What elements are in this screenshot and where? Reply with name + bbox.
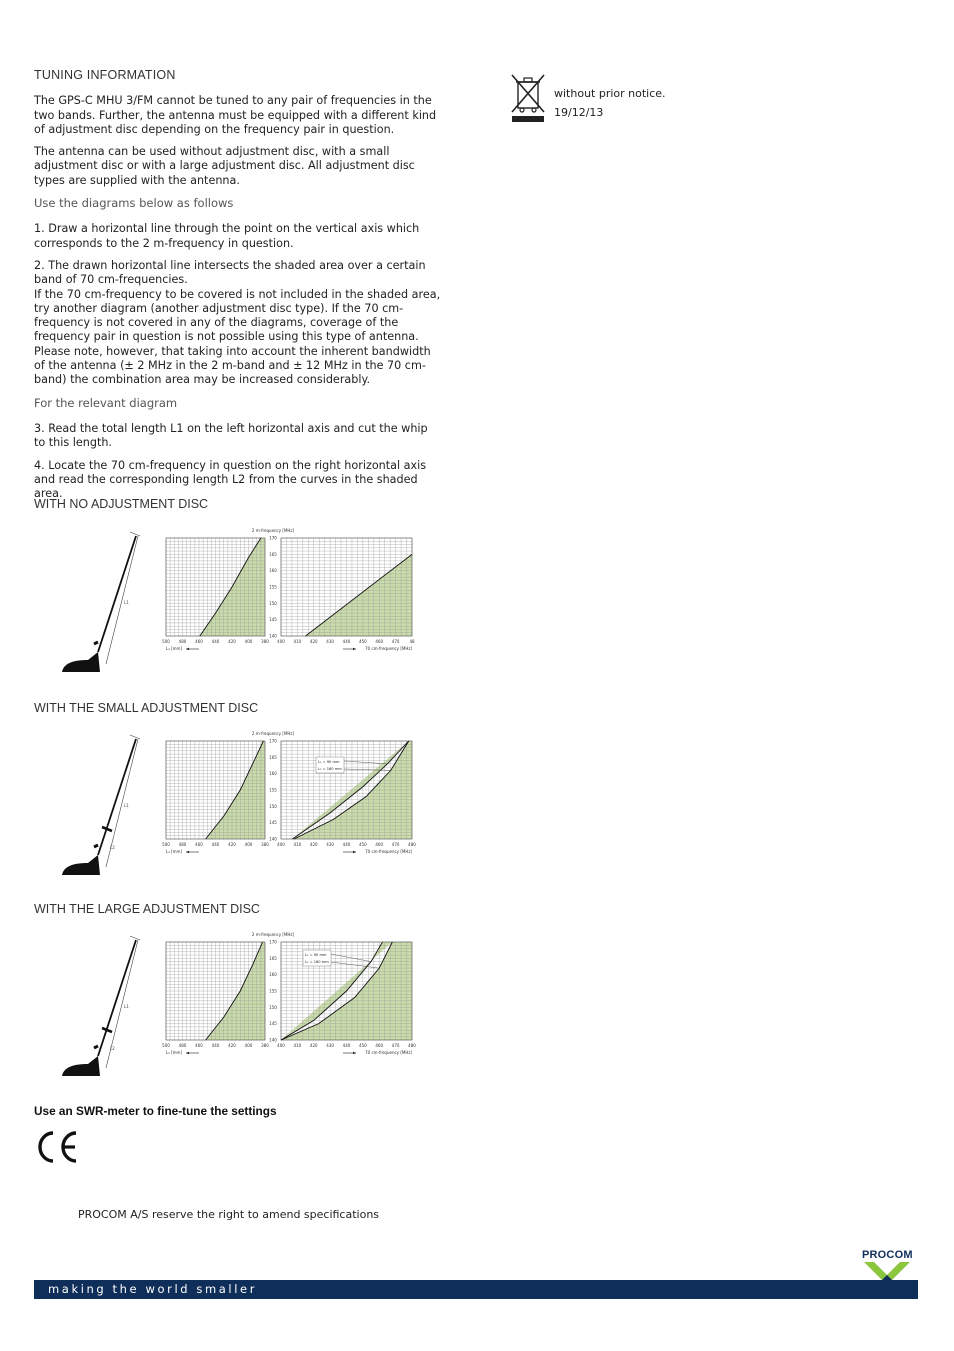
curve-label-90: L₂ = 90 mm [318, 760, 340, 764]
footer-slogan: making the world smaller [48, 1282, 258, 1296]
left-x-tick-label: 420 [228, 1043, 236, 1048]
diagram-heading-large-disc: WITH THE LARGE ADJUSTMENT DISC [34, 902, 260, 916]
right-x-tick-label: 430 [326, 1043, 334, 1048]
antenna-label-l2: L2 [110, 845, 115, 850]
step-2-note: If the 70 cm-frequency to be covered is not included in the shaded area, try another diagram (another adjustment disc type). If the 70 cm-frequency is not covered in any of the diagrams, coverage of the frequency pair in question is not possible using this type of antenna. Please note, however, that taking into account the inherent bandwidth of the antenna (± 2 MHz in the 2 m-band and ± 12 MHz in the 70 cm-band) the combination area may be increased considerably. [34, 287, 441, 387]
right-x-tick-label: 48 [409, 639, 415, 644]
antenna-drawing [62, 532, 140, 672]
antenna-label-l1: L1 [124, 803, 129, 808]
step-1: 1. Draw a horizontal line through the point on the vertical axis which corresponds to the 2 m-frequency in question. [34, 222, 420, 250]
chart-no-disc [58, 524, 428, 680]
antenna-dimension-tick [130, 735, 140, 739]
right-x-tick-label: 470 [391, 842, 400, 847]
right-axis-arrowhead [353, 851, 356, 853]
left-x-tick-label: 500 [162, 639, 170, 644]
curve-leader-160 [344, 769, 391, 770]
right-x-tick-label: 410 [293, 1043, 302, 1048]
right-x-tick-label: 470 [391, 1043, 400, 1048]
left-x-tick-label: 480 [178, 639, 187, 644]
swr-note: Use an SWR-meter to fine-tune the settings [34, 1104, 277, 1118]
chart-large-disc [58, 928, 428, 1084]
right-x-tick-label: 450 [359, 639, 367, 644]
right-x-tick-label: 400 [277, 842, 285, 847]
diagram-small-disc [58, 727, 428, 883]
tuning-paragraph-1: The GPS-C MHU 3/FM cannot be tuned to any pair of frequencies in the two bands. Further, the antenna must be equipped with a different kind of adjustment disc depending on the frequency pair in question. [34, 94, 437, 136]
right-x-tick-label: 450 [359, 842, 367, 847]
y-tick-label: 150 [269, 600, 277, 606]
adjustment-disc [102, 1028, 112, 1032]
right-x-tick-label: 440 [342, 639, 351, 644]
right-x-tick-label: 480 [408, 842, 416, 847]
left-x-tick-label: 480 [178, 1043, 187, 1048]
step-2-text: 2. The drawn horizontal line intersects the shaded area over a certain band of 70 cm-frequencies. [34, 258, 426, 287]
left-x-axis-label: L₁ [mm] [166, 1050, 183, 1055]
right-x-tick-label: 410 [293, 842, 302, 847]
right-x-tick-label: 440 [342, 1043, 351, 1048]
antenna-dimension-tick [130, 532, 140, 536]
antenna-base [62, 652, 100, 672]
antenna-coil [94, 642, 98, 644]
left-axis-arrowhead [186, 648, 189, 650]
right-x-tick-label: 400 [277, 1043, 285, 1048]
left-x-axis-label: L₁ [mm] [166, 849, 183, 854]
notice-date: 19/12/13 [554, 106, 604, 119]
left-x-tick-label: 380 [261, 1043, 269, 1048]
y-axis-title: 2 m-frequency [MHz] [251, 528, 295, 533]
y-tick-label: 155 [269, 787, 277, 793]
adjustment-disc [102, 827, 112, 831]
curve-leader-160 [331, 962, 379, 968]
y-tick-label: 170 [269, 535, 277, 541]
right-x-tick-label: 480 [408, 1043, 416, 1048]
y-axis-title: 2 m-frequency [MHz] [251, 731, 295, 736]
antenna-coil [94, 845, 98, 847]
left-x-tick-label: 400 [244, 842, 253, 847]
weee-bin-icon [509, 72, 547, 128]
left-x-tick-label: 460 [195, 639, 203, 644]
procom-logo-text: PROCOM [862, 1249, 913, 1261]
diagram-heading-small-disc: WITH THE SMALL ADJUSTMENT DISC [34, 701, 259, 715]
y-tick-label: 145 [269, 617, 277, 623]
instructions-subheading: Use the diagrams below as follows [34, 196, 234, 211]
left-x-tick-label: 480 [178, 842, 187, 847]
right-x-tick-label: 420 [309, 842, 318, 847]
antenna-base [62, 855, 100, 875]
left-axis-arrowhead [186, 1052, 189, 1054]
antenna-dimension-tick [130, 936, 140, 940]
y-tick-label: 165 [269, 551, 277, 557]
y-tick-label: 160 [269, 771, 277, 777]
curve-label-160: L₂ = 160 mm [318, 767, 342, 771]
left-x-tick-label: 500 [162, 842, 170, 847]
left-x-tick-label: 380 [261, 639, 269, 644]
left-x-tick-label: 440 [211, 1043, 220, 1048]
diagram-no-disc [58, 524, 428, 680]
notice-block [554, 84, 666, 122]
tuning-paragraph-2: The antenna can be used without adjustment disc, with a small adjustment disc or with a large adjustment disc. All adjustment disc types are supplied with the antenna. [34, 145, 415, 187]
step-4: 4. Locate the 70 cm-frequency in question on the right horizontal axis and read the corresponding length L2 from the curves in the shaded area. [34, 458, 427, 501]
right-x-tick-label: 420 [309, 639, 318, 644]
antenna-whip [98, 940, 136, 1056]
notice-text: without prior notice. [554, 87, 666, 100]
y-tick-label: 160 [269, 972, 277, 978]
y-tick-label: 170 [269, 939, 277, 945]
left-x-tick-label: 400 [244, 1043, 253, 1048]
tuning-heading: TUNING INFORMATION [34, 68, 176, 82]
left-x-tick-label: 380 [261, 842, 269, 847]
curve-label-90: L₂ = 90 mm [305, 953, 327, 957]
right-x-tick-label: 420 [309, 1043, 318, 1048]
y-tick-label: 140 [269, 633, 277, 639]
right-axis-arrowhead [353, 1052, 356, 1054]
right-x-tick-label: 460 [375, 639, 384, 644]
y-tick-label: 145 [269, 1021, 277, 1027]
relevant-diagram-subheading: For the relevant diagram [34, 395, 178, 410]
right-x-axis-label: 70 cm-frequency [MHz] [365, 646, 412, 651]
step-2 [34, 259, 442, 388]
left-x-tick-label: 460 [195, 842, 203, 847]
y-tick-label: 160 [269, 568, 277, 574]
antenna-dimension-line [106, 536, 138, 664]
antenna-label-l2: L2 [110, 1046, 115, 1051]
y-tick-label: 140 [269, 1037, 277, 1043]
left-x-tick-label: 440 [211, 842, 220, 847]
right-x-tick-label: 440 [342, 842, 351, 847]
right-x-tick-label: 460 [375, 1043, 384, 1048]
antenna-drawing [62, 936, 140, 1076]
antenna-whip [98, 536, 136, 652]
curve-leader-90 [344, 761, 387, 764]
antenna-whip [98, 739, 136, 855]
left-x-axis-label: L₁ [mm] [166, 646, 183, 651]
left-x-tick-label: 420 [228, 639, 236, 644]
left-x-tick-label: 460 [195, 1043, 203, 1048]
tuning-section [34, 68, 442, 509]
left-axis-arrowhead [186, 851, 189, 853]
y-tick-label: 155 [269, 584, 277, 590]
left-x-tick-label: 500 [162, 1043, 170, 1048]
right-x-tick-label: 400 [277, 639, 285, 644]
step-3: 3. Read the total length L1 on the left horizontal axis and cut the whip to this length. [34, 421, 428, 450]
antenna-drawing [62, 735, 140, 875]
antenna-coil [94, 1046, 98, 1048]
y-tick-label: 155 [269, 988, 277, 994]
y-tick-label: 170 [269, 738, 277, 744]
right-x-tick-label: 430 [326, 639, 334, 644]
diagram-heading-no-disc: WITH NO ADJUSTMENT DISC [34, 497, 209, 511]
right-x-axis-label: 70 cm-frequency [MHz] [365, 849, 412, 854]
y-tick-label: 150 [269, 803, 277, 809]
y-tick-label: 165 [269, 955, 277, 961]
right-axis-arrowhead [353, 648, 356, 650]
right-x-tick-label: 470 [391, 639, 400, 644]
y-tick-label: 140 [269, 836, 277, 842]
right-x-tick-label: 460 [375, 842, 384, 847]
curve-label-160: L₂ = 160 mm [305, 960, 329, 964]
antenna-label-l1: L1 [124, 1004, 129, 1009]
right-x-tick-label: 410 [293, 639, 302, 644]
y-tick-label: 150 [269, 1004, 277, 1010]
ce-mark-icon [34, 1128, 80, 1170]
right-x-axis-label: 70 cm-frequency [MHz] [365, 1050, 412, 1055]
left-x-tick-label: 440 [211, 639, 220, 644]
right-x-tick-label: 450 [359, 1043, 367, 1048]
chart-small-disc [58, 727, 428, 883]
antenna-base [62, 1056, 100, 1076]
diagram-large-disc [58, 928, 428, 1084]
y-tick-label: 165 [269, 754, 277, 760]
footer-bar [34, 1280, 918, 1299]
right-x-tick-label: 430 [326, 842, 334, 847]
amend-notice: PROCOM A/S reserve the right to amend specifications [78, 1208, 380, 1221]
left-x-tick-label: 420 [228, 842, 236, 847]
left-x-tick-label: 400 [244, 639, 253, 644]
y-axis-title: 2 m-frequency [MHz] [251, 932, 295, 937]
antenna-label-l1: L1 [124, 600, 129, 605]
y-tick-label: 145 [269, 820, 277, 826]
